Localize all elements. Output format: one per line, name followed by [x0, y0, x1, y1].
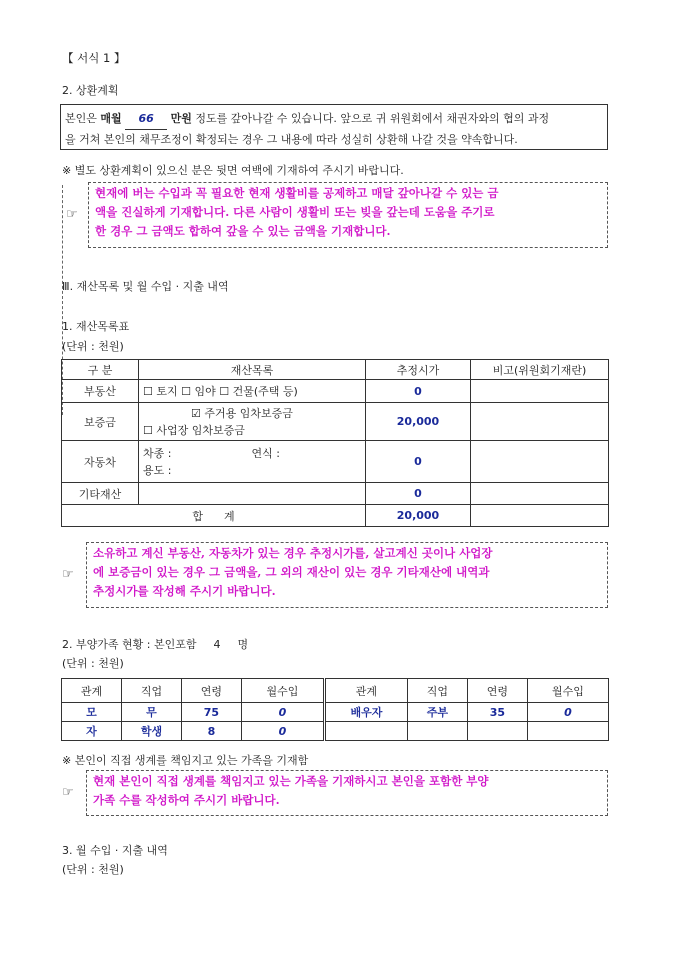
section2-heading: 2. 상환계획 [62, 84, 119, 97]
other-assets-value: 0 [366, 483, 471, 505]
guide-line: 가족 수를 작성하여 주시기 바랍니다. [93, 793, 280, 807]
cell [467, 722, 527, 741]
cell: 주부 [407, 703, 467, 722]
remark-cell [471, 505, 609, 527]
table-row [62, 441, 609, 483]
form-label: 【 서식 1 】 [62, 51, 126, 65]
pointing-hand-icon: ☞ [66, 207, 78, 222]
table-row [62, 505, 609, 527]
row-label: 자동차 [62, 441, 139, 483]
dependents-count-unit: 명 [237, 638, 249, 651]
dependents-note: ※ 본인이 직접 생계를 책임지고 있는 가족을 기재함 [62, 754, 309, 767]
pointing-hand-icon: ☞ [62, 785, 74, 800]
assets-guide-note [86, 542, 608, 608]
cell [324, 722, 407, 741]
guide-line: 현재에 버는 수입과 꼭 필요한 현재 생활비를 공제하고 매달 갚아나갈 수 있는 금 [95, 186, 499, 200]
cell: 75 [181, 703, 241, 722]
pledge-box [60, 104, 608, 150]
pledge-unit: 만원 [170, 112, 192, 125]
dependents-heading [62, 636, 248, 652]
income-unit: (단위 : 천원) [62, 863, 124, 876]
col-header: 직업 [121, 679, 181, 703]
assets-heading: 1. 재산목록표 [62, 320, 130, 333]
vehicle-use-label: 용도 : [143, 463, 172, 477]
table-row [62, 722, 609, 741]
pledge-line2: 을 거쳐 본인의 채무조정이 확정되는 경우 그 내용에 따라 성실히 상환해 나갈 것을 약속합니다. [65, 133, 518, 146]
pledge-amount: 66 [125, 109, 167, 130]
cell: 0 [241, 703, 324, 722]
cell [407, 722, 467, 741]
dependents-guide-note [86, 770, 608, 816]
row-label: 보증금 [62, 403, 139, 441]
cell: 0 [527, 703, 608, 722]
repayment-guide-note [88, 182, 608, 248]
dependents-count: 4 [213, 638, 221, 651]
guide-line: 추정시가를 작성해 주시기 바랍니다. [93, 584, 276, 598]
col-header: 월수입 [241, 679, 324, 703]
row-label: 기타재산 [62, 483, 139, 505]
pledge-rest: 정도를 갚아나갈 수 있습니다. 앞으로 귀 위원회에서 채권자와의 협의 과정 [195, 112, 550, 125]
cell: 모 [62, 703, 122, 722]
pledge-prefix: 본인은 [65, 112, 97, 125]
table-row [62, 380, 609, 403]
col-header: 재산목록 [139, 360, 366, 380]
col-header: 관계 [62, 679, 122, 703]
table-row [62, 703, 609, 722]
table-row [62, 483, 609, 505]
guide-line: 에 보증금이 있는 경우 그 금액을, 그 외의 재산이 있는 경우 기타재산에 내역과 [93, 565, 490, 579]
remark-cell [471, 380, 609, 403]
remark-cell [471, 441, 609, 483]
guide-line: 액을 진실하게 기재합니다. 다른 사람이 생활비 또는 빚을 갚는데 도움을 주기로 [95, 205, 495, 219]
cell: 35 [467, 703, 527, 722]
cell: 학생 [121, 722, 181, 741]
cell: 자 [62, 722, 122, 741]
section3-heading: Ⅲ. 재산목록 및 월 수입 · 지출 내역 [62, 280, 229, 293]
assets-table [61, 359, 609, 527]
dependents-heading-text: 2. 부양가족 현황 : 본인포함 [62, 638, 197, 651]
other-assets-cell [139, 483, 366, 505]
guide-line: 현재 본인이 직접 생계를 책임지고 있는 가족을 기재하시고 본인을 포함한 부양 [93, 774, 489, 788]
col-header: 월수입 [527, 679, 608, 703]
col-header: 추정시가 [366, 360, 471, 380]
real-estate-options: ☐ 토지 ☐ 임야 ☐ 건물(주택 등) [139, 380, 366, 403]
vehicle-model-label: 차종 : [143, 446, 172, 460]
remark-cell [471, 483, 609, 505]
income-heading: 3. 월 수입 · 지출 내역 [62, 844, 168, 857]
guide-line: 소유하고 계신 부동산, 자동차가 있는 경우 추정시가를, 살고계신 곳이나 사업장 [93, 546, 493, 560]
dependents-table [61, 678, 609, 741]
total-value: 20,000 [366, 505, 471, 527]
deposit-value: 20,000 [366, 403, 471, 441]
col-header: 연령 [181, 679, 241, 703]
dependents-unit: (단위 : 천원) [62, 657, 124, 670]
deposit-business-option: ☐ 사업장 임차보증금 [143, 423, 245, 437]
cell: 8 [181, 722, 241, 741]
table-row [62, 403, 609, 441]
col-header: 비고(위원회기재란) [471, 360, 609, 380]
col-header: 연령 [467, 679, 527, 703]
col-header: 관계 [324, 679, 407, 703]
guide-line: 한 경우 그 금액도 합하여 갚을 수 있는 금액을 기재합니다. [95, 224, 391, 238]
remark-cell [471, 403, 609, 441]
real-estate-value: 0 [366, 380, 471, 403]
vehicle-value: 0 [366, 441, 471, 483]
cell [527, 722, 608, 741]
row-label: 부동산 [62, 380, 139, 403]
cell: 0 [241, 722, 324, 741]
assets-unit: (단위 : 천원) [62, 340, 124, 353]
col-header: 구 분 [62, 360, 139, 380]
pointing-hand-icon: ☞ [62, 567, 74, 582]
cell: 배우자 [324, 703, 407, 722]
deposit-residential-option: ☑ 주거용 임차보증금 [191, 406, 293, 420]
col-header: 직업 [407, 679, 467, 703]
separate-plan-note: ※ 별도 상환계획이 있으신 분은 뒷면 여백에 기재하여 주시기 바랍니다. [62, 164, 404, 177]
cell: 무 [121, 703, 181, 722]
pledge-monthly: 매월 [100, 112, 122, 125]
vehicle-year-label: 연식 : [251, 446, 280, 460]
total-label: 합 계 [62, 505, 366, 527]
